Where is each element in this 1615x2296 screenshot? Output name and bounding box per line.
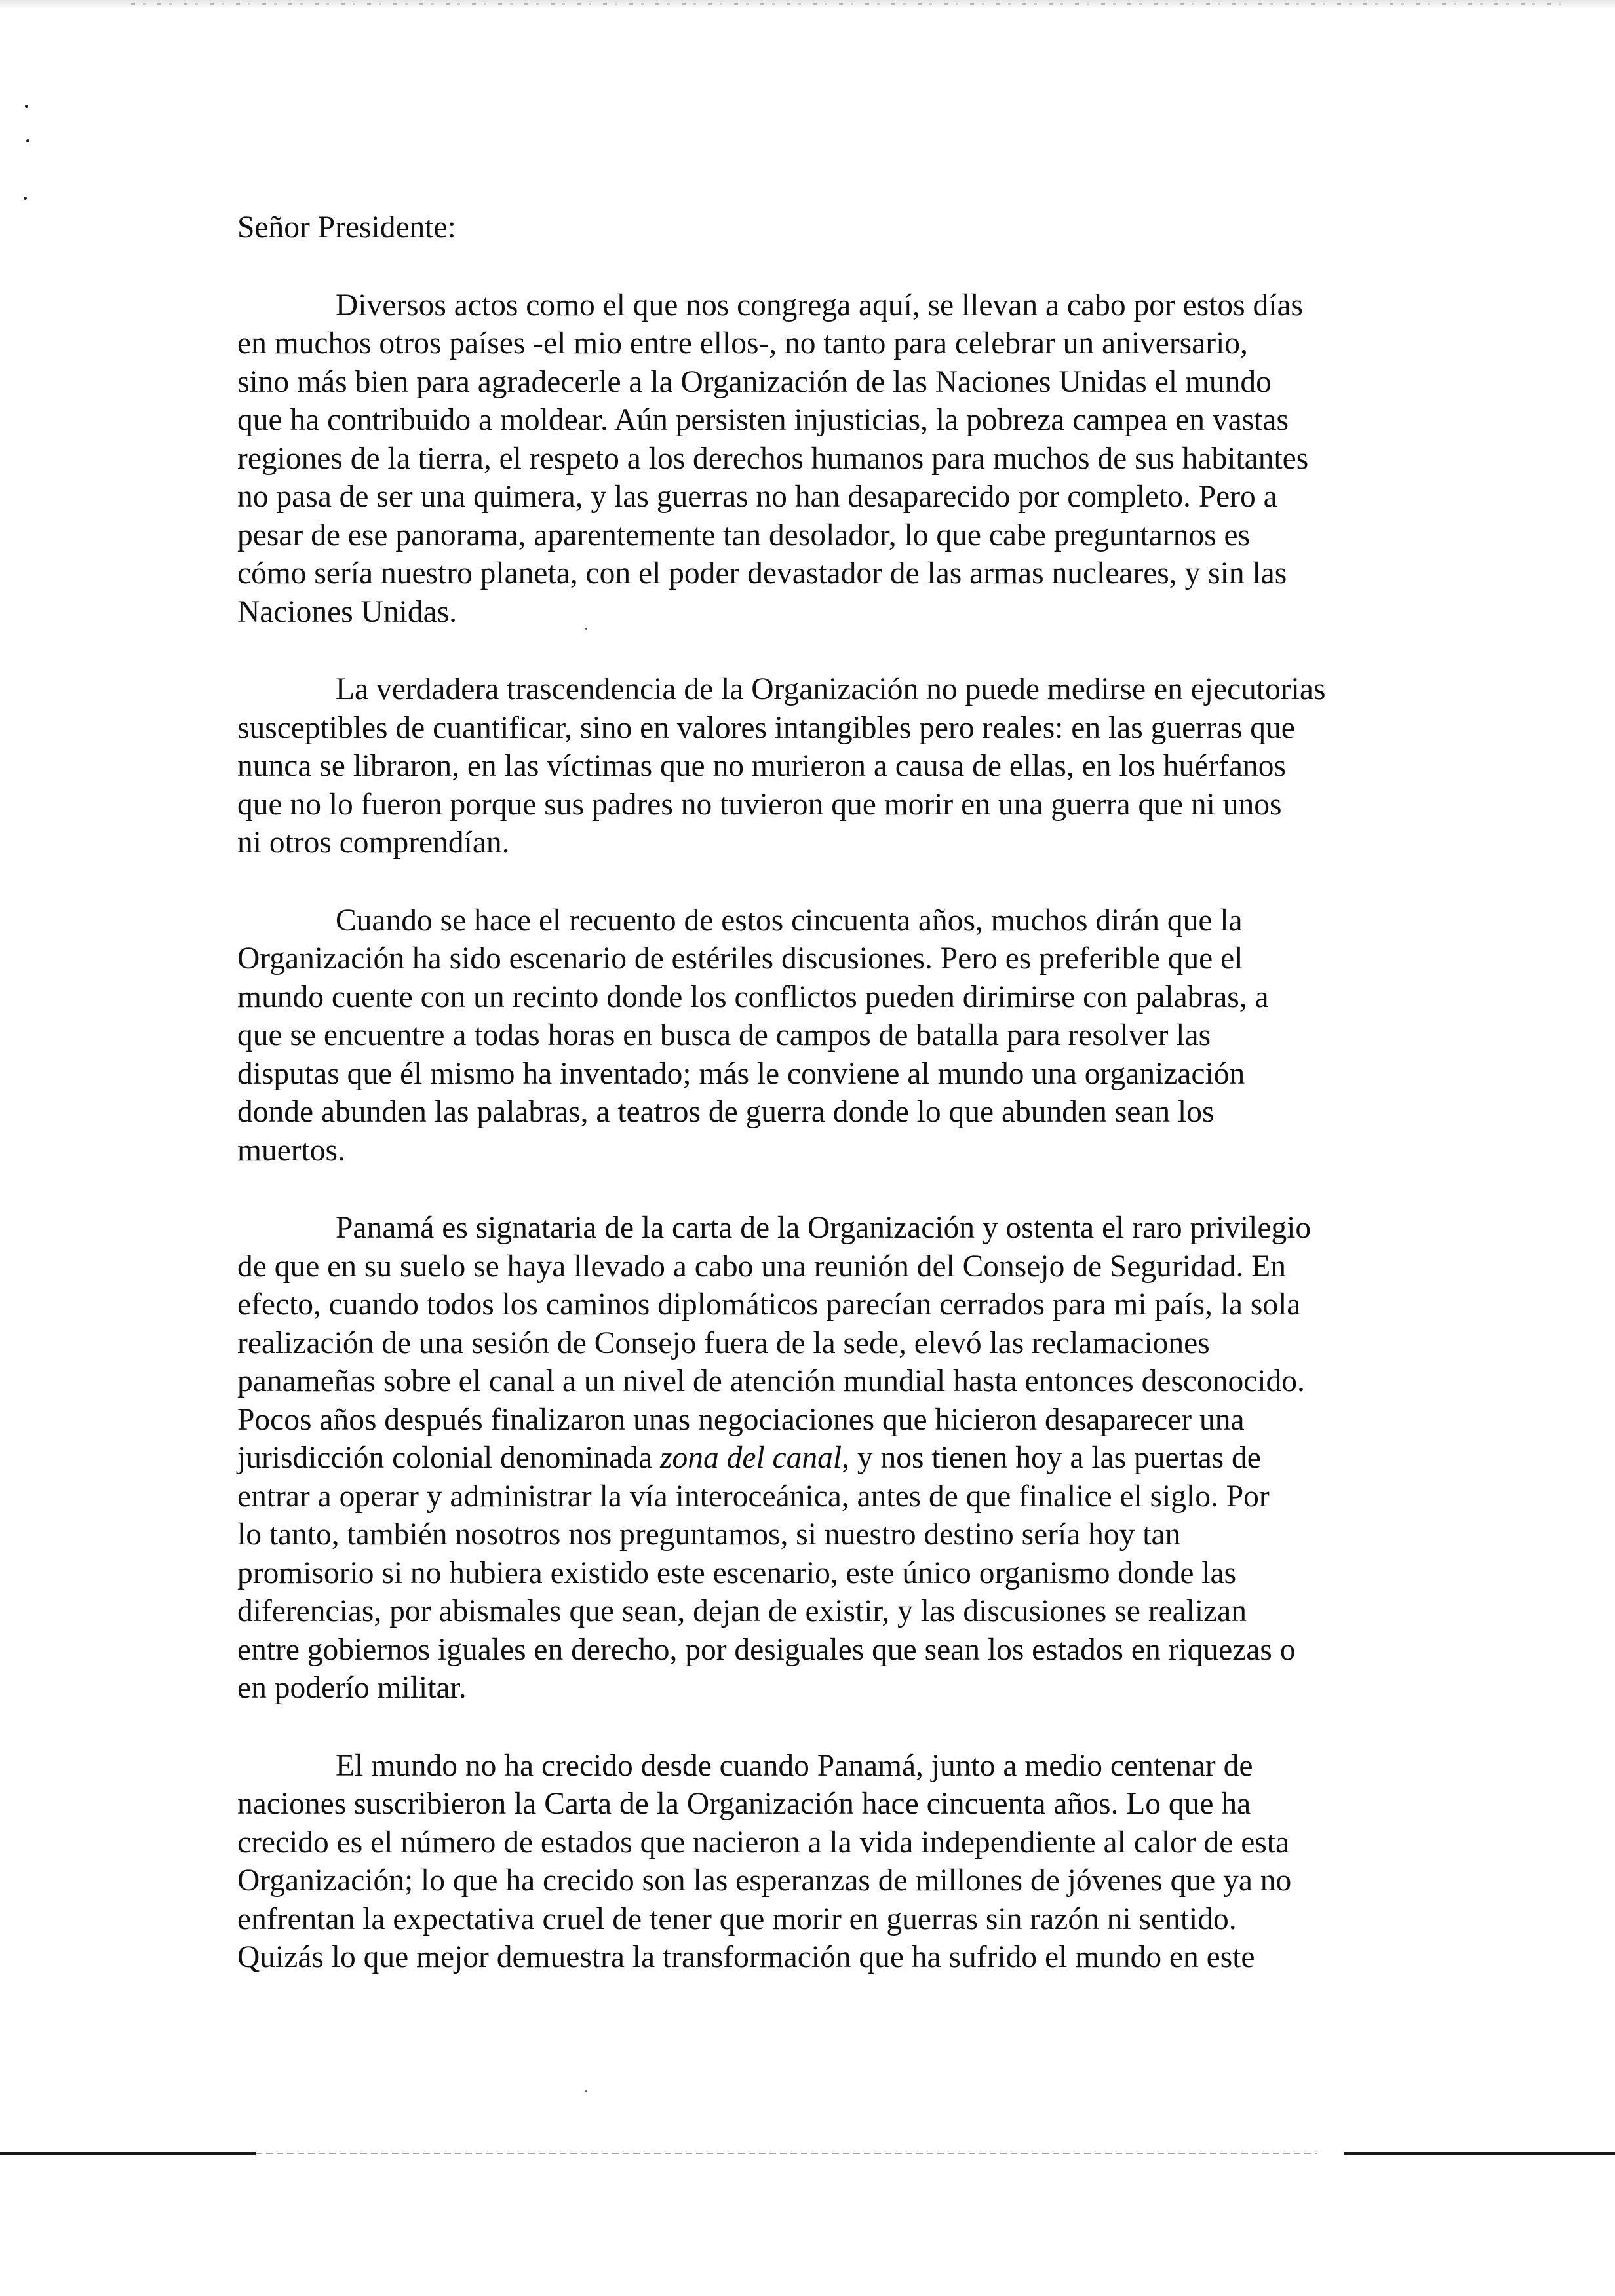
paragraph-4	[237, 1209, 1430, 1708]
text-line: sino más bien para agradecerle a la Organización de las Naciones Unidas el mundo	[237, 364, 1272, 399]
text-line: en poderío militar.	[237, 1671, 467, 1705]
text-line: no pasa de ser una quimera, y las guerras no han desaparecido por completo. Pero a	[237, 480, 1277, 514]
text-line: promisorio si no hubiera existido este escenario, este único organismo donde las	[237, 1556, 1237, 1590]
text-line: Diversos actos como el que nos congrega aquí, se llevan a cabo por estos días	[336, 288, 1304, 322]
text-line: realización de una sesión de Consejo fuera de la sede, elevó las reclamaciones	[237, 1326, 1210, 1360]
text-line: de que en su suelo se haya llevado a cabo una reunión del Consejo de Seguridad. En	[237, 1249, 1287, 1284]
text-line: muertos.	[237, 1133, 345, 1168]
margin-mark	[25, 105, 28, 108]
text-line: susceptibles de cuantificar, sino en valores intangibles pero reales: en las guerras que	[237, 710, 1295, 745]
text-line: que no lo fueron porque sus padres no tuvieron que morir en una guerra que ni unos	[237, 787, 1282, 822]
rule-segment-right	[1344, 2152, 1615, 2155]
rule-segment-left	[0, 2152, 256, 2155]
text-line: regiones de la tierra, el respeto a los derechos humanos para muchos de sus habitantes	[237, 441, 1309, 476]
text-line: mundo cuente con un recinto donde los conflictos pueden dirimirse con palabras, a	[237, 980, 1269, 1014]
text-line: enfrentan la expectativa cruel de tener que morir en guerras sin razón ni sentido.	[237, 1902, 1237, 1936]
text-line: entrar a operar y administrar la vía interoceánica, antes de que finalice el siglo. Por	[237, 1479, 1270, 1514]
margin-mark	[26, 139, 29, 142]
text-line: nunca se libraron, en las víctimas que no murieron a causa de ellas, en los huérfanos	[237, 749, 1286, 783]
text-line: efecto, cuando todos los caminos diplomáticos parecían cerrados para mi país, la sola	[237, 1288, 1301, 1322]
letter-body	[237, 208, 1430, 2016]
text-line: Naciones Unidas.	[237, 594, 457, 629]
text-line: panameñas sobre el canal a un nivel de atención mundial hasta entonces desconocido.	[237, 1364, 1305, 1398]
page-footer-rule	[0, 2152, 1615, 2156]
margin-mark	[24, 197, 27, 200]
text-line: donde abunden las palabras, a teatros de guerra donde lo que abunden sean los	[237, 1095, 1215, 1129]
text-line: Organización; lo que ha crecido son las esperanzas de millones de jóvenes que ya no	[237, 1864, 1292, 1898]
text-line: La verdadera trascendencia de la Organización no puede medirse en ejecutorias	[336, 672, 1326, 706]
scan-noise-top	[131, 3, 1573, 5]
speck	[585, 2090, 587, 2092]
text-fragment: jurisdicción colonial denominada	[237, 1441, 661, 1475]
rule-segment-middle	[256, 2153, 1317, 2154]
text-line: en muchos otros países -el mio entre ellos-, no tanto para celebrar un aniversario,	[237, 326, 1248, 360]
text-line: lo tanto, también nosotros nos preguntamos, si nuestro destino sería hoy tan	[237, 1518, 1181, 1552]
text-line: entre gobiernos iguales en derecho, por desiguales que sean los estados en riquezas o	[237, 1632, 1296, 1667]
text-line: crecido es el número de estados que nacieron a la vida independiente al calor de esta	[237, 1825, 1290, 1860]
paragraph-5	[237, 1747, 1430, 1977]
text-fragment: , y nos tienen hoy a las puertas de	[842, 1441, 1261, 1475]
text-line: que ha contribuido a moldear. Aún persisten injusticias, la pobreza campea en vastas	[237, 403, 1289, 437]
text-line: Panamá es signataria de la carta de la Organización y ostenta el raro privilegio	[336, 1211, 1312, 1245]
scan-edge-top	[0, 0, 1615, 9]
text-line: naciones suscribieron la Carta de la Organización hace cincuenta años. Lo que ha	[237, 1787, 1251, 1821]
text-line: Quizás lo que mejor demuestra la transformación que ha sufrido el mundo en este	[237, 1940, 1255, 1974]
paragraph-3	[237, 902, 1430, 1170]
text-line: Cuando se hace el recuento de estos cincuenta años, muchos dirán que la	[336, 903, 1243, 938]
text-line: pesar de ese panorama, aparentemente tan desolador, lo que cabe preguntarnos es	[237, 518, 1251, 552]
paragraph-2	[237, 670, 1430, 862]
text-line: El mundo no ha crecido desde cuando Panamá, junto a medio centenar de	[336, 1748, 1253, 1783]
emphasized-term: zona del canal	[660, 1441, 842, 1475]
text-line: Organización ha sido escenario de estériles discusiones. Pero es preferible que el	[237, 942, 1243, 976]
salutation: Señor Presidente:	[237, 210, 456, 244]
text-line: diferencias, por abismales que sean, dejan de existir, y las discusiones se realizan	[237, 1594, 1247, 1628]
text-line: cómo sería nuestro planeta, con el poder devastador de las armas nucleares, y sin las	[237, 556, 1287, 590]
text-line: disputas que él mismo ha inventado; más le conviene al mundo una organización	[237, 1056, 1245, 1091]
text-line-with-emphasis	[237, 1439, 1430, 1478]
text-line: Pocos años después finalizaron unas negociaciones que hicieron desaparecer una	[237, 1402, 1245, 1437]
text-line: ni otros comprendían.	[237, 826, 510, 860]
text-line: que se encuentre a todas horas en busca de campos de batalla para resolver las	[237, 1018, 1211, 1052]
paragraph-1	[237, 286, 1430, 632]
